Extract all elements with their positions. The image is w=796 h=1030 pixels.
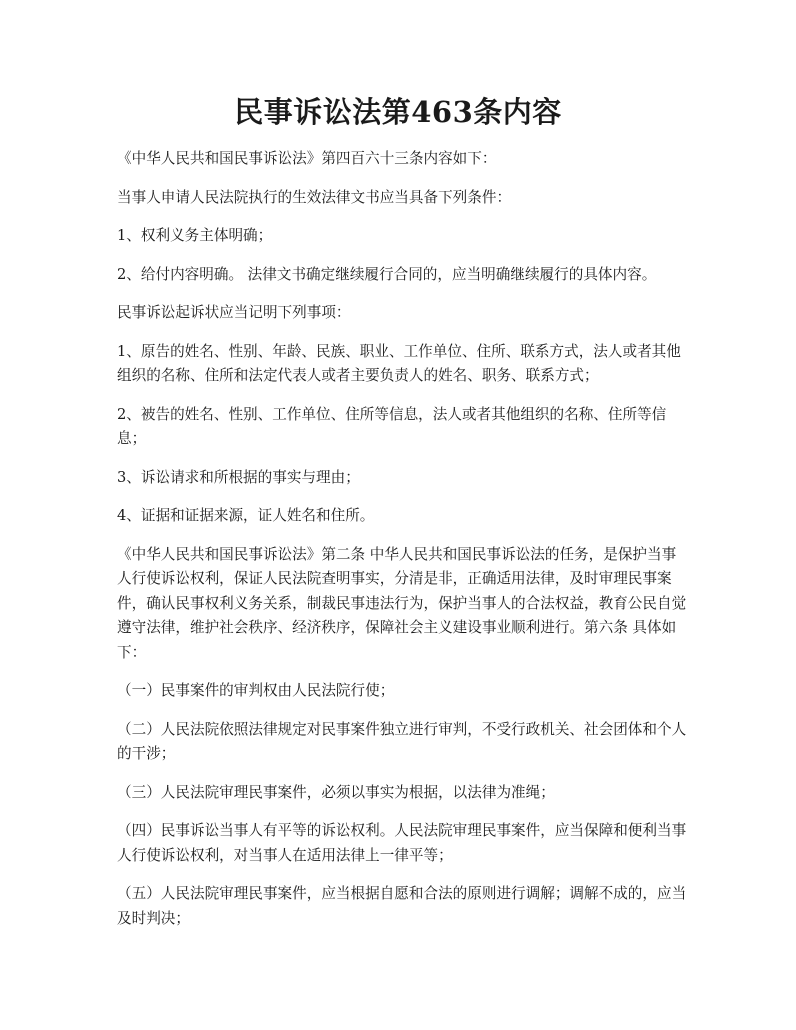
paragraph-article-6-item-2: （二）人民法院依照法律规定对民事案件独立进行审判，不受行政机关、社会团体和个人的干涉；	[117, 720, 687, 762]
paragraph-complaint-item-1: 1、原告的姓名、性别、年龄、民族、职业、工作单位、住所、联系方式，法人或者其他组织的名称、住所和法定代表人或者主要负责人的姓名、职务、联系方式；	[117, 342, 681, 384]
document-body	[117, 147, 687, 945]
paragraph-condition-1: 1、权利义务主体明确；	[117, 227, 273, 244]
paragraph-article-6-item-1: （一）民事案件的审判权由人民法院行使；	[117, 682, 395, 699]
paragraph-article-2: 《中华人民共和国民事诉讼法》第二条 中华人民共和国民事诉讼法的任务，是保护当事人行使诉讼权利，保证人民法院查明事实，分清是非，正确适用法律，及时审理民事案件，确认民事权利义务关系，制裁民事违法行为，保护当事人的合法权益，教育公民自觉遵守法律，维护社会秩序、经济秩序，保障社会主义建设事业顺利进行。第六条 具体如下：	[117, 545, 687, 661]
paragraph-article-6-item-5: （五）人民法院审理民事案件，应当根据自愿和合法的原则进行调解；调解不成的，应当及时判决；	[117, 885, 687, 927]
paragraph-article-6-item-3: （三）人民法院审理民事案件，必须以事实为根据，以法律为准绳；	[117, 783, 555, 801]
document-title: 民事诉讼法第463条内容	[234, 95, 562, 129]
paragraph-conditions-heading: 当事人申请人民法院执行的生效法律文书应当具备下列条件：	[117, 188, 512, 206]
paragraph-complaint-item-2: 2、被告的姓名、性别、工作单位、住所等信息，法人或者其他组织的名称、住所等信息；	[117, 405, 667, 447]
paragraph-article-6-item-4: （四）民事诉讼当事人有平等的诉讼权利。人民法院审理民事案件，应当保障和便利当事人行使诉讼权利，对当事人在适用法律上一律平等；	[117, 822, 687, 864]
paragraph-complaint-item-3: 3、诉讼请求和所根据的事实与理由；	[117, 468, 360, 486]
paragraph-condition-2: 2、给付内容明确。 法律文书确定继续履行合同的，应当明确继续履行的具体内容。	[117, 265, 657, 283]
paragraph-complaint-heading: 民事诉讼起诉状应当记明下列事项：	[117, 304, 351, 321]
paragraph-complaint-item-4: 4、证据和证据来源，证人姓名和住所。	[117, 507, 375, 524]
paragraph-intro: 《中华人民共和国民事诉讼法》第四百六十三条内容如下：	[117, 150, 497, 167]
